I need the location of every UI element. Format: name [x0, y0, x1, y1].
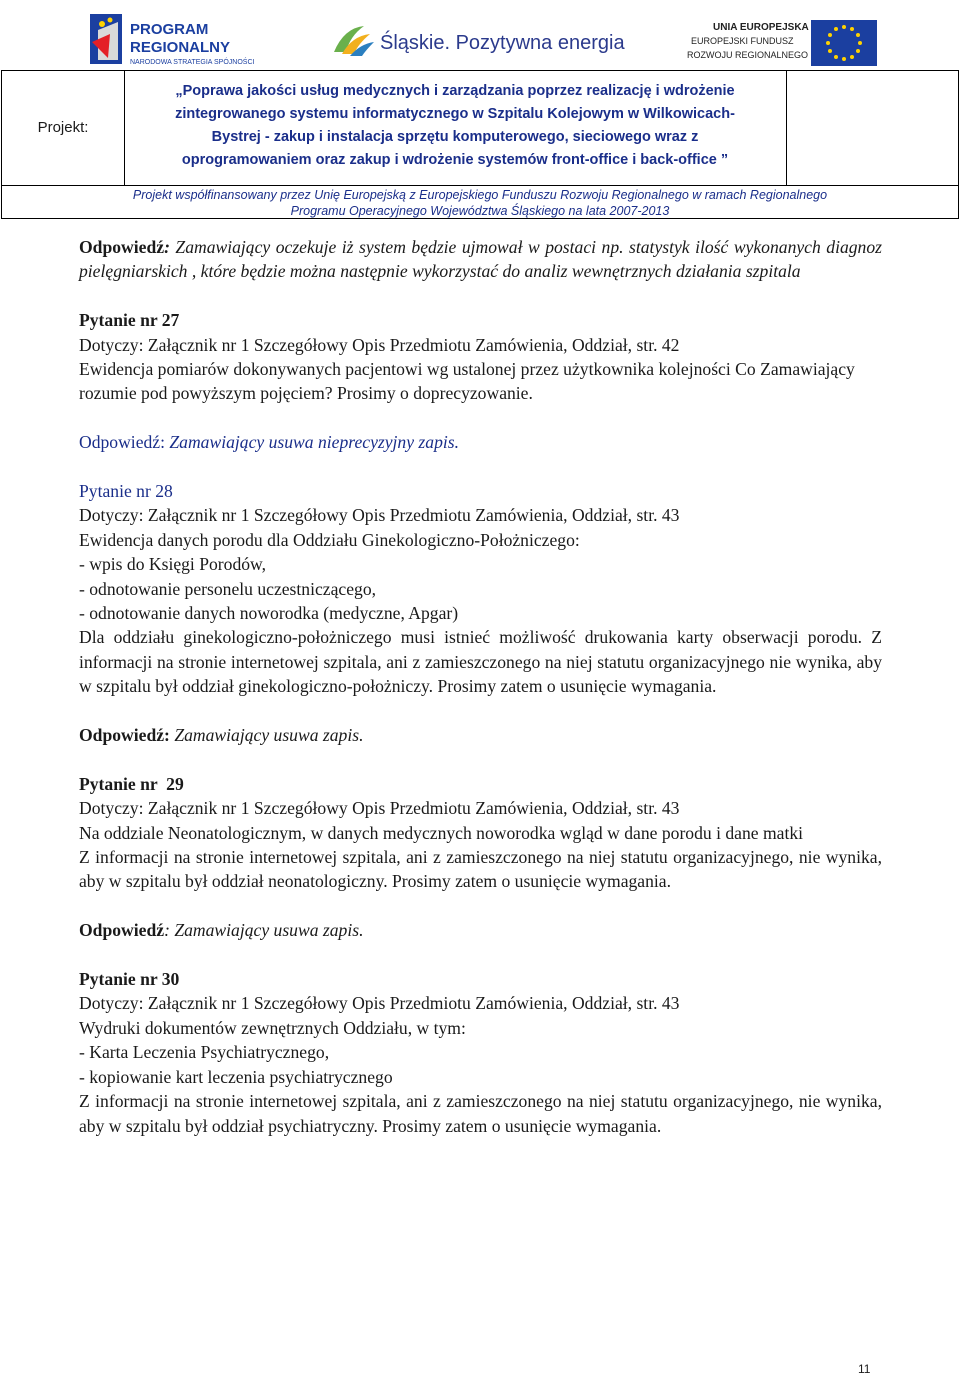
question-27-heading: Pytanie nr 27 [79, 310, 180, 331]
svg-text:EUROPEJSKI FUNDUSZ: EUROPEJSKI FUNDUSZ [691, 36, 794, 46]
question-28-text: Dla oddziału ginekologiczno-położniczego musi istnieć możliwość drukowania karty obserwacji porodu. Z informacji na stronie internetowej szpitala, ani z zamieszczonego na niej statutu organizacyjnego nie wynika, aby w szpitalu był oddział ginekologiczno-położniczy. Prosimy zatem o usunięcie wymagania. [79, 627, 882, 697]
project-title-line: oprogramowaniem oraz zakup i wdrożenie systemów front-office i back-office ” [181, 152, 729, 168]
project-info-table [1, 70, 959, 219]
program-regionalny-logo [88, 12, 288, 68]
answer-27 [79, 430, 882, 454]
answer-label: Odpowiedź: [79, 432, 165, 453]
svg-text:REGIONALNY: REGIONALNY [130, 39, 231, 56]
question-28-line: - odnotowanie personelu uczestniczącego, [79, 578, 377, 599]
question-30-line: - kopiowanie kart leczenia psychiatrycznego [79, 1066, 393, 1087]
answer-label: Odpowiedź [79, 920, 165, 941]
question-28-line: - odnotowanie danych noworodka (medyczne, Apgar) [79, 603, 459, 624]
question-30-text: Z informacji na stronie internetowej szpitala, ani z zamieszczonego na niej statutu organizacyjnego, nie wynika, aby w szpitalu był oddział psychiatryczny. Prosimy zatem o usunięcie wymagania. [79, 1091, 882, 1136]
answer-label: Odpowiedź: [79, 725, 170, 746]
svg-text:UNIA EUROPEJSKA: UNIA EUROPEJSKA [713, 22, 809, 33]
answer-label-colon: : [164, 237, 170, 257]
cofinancing-note [2, 187, 958, 219]
question-27-reference: Dotyczy: Załącznik nr 1 Szczegółowy Opis Przedmiotu Zamówienia, Oddział, str. 42 [79, 334, 680, 355]
project-title-line: zintegrowanego systemu informatycznego w Szpitalu Kolejowym w Wilkowicach- [175, 106, 735, 122]
cofinancing-line: Projekt współfinansowany przez Unię Europejską z Europejskiego Funduszu Rozwoju Regionalnego w ramach Regionalnego [132, 188, 828, 202]
project-title-line: „Poprawa jakości usług medycznych i zarządzania poprzez realizację i wdrożenie [175, 83, 735, 99]
svg-text:PROGRAM: PROGRAM [130, 21, 209, 38]
question-29-text: Na oddziale Neonatologicznym, w danych medycznych noworodka wgląd w dane porodu i dane matki [79, 822, 804, 843]
question-30-heading: Pytanie nr 30 [79, 969, 180, 990]
question-29-reference: Dotyczy: Załącznik nr 1 Szczegółowy Opis Przedmiotu Zamówienia, Oddział, str. 43 [79, 798, 680, 819]
table-divider [2, 185, 958, 186]
answer-text: Zamawiający oczekuje iż system będzie ujmował w postaci np. statystyk ilość wykonanych diagnoz pielęgniarskich , które będzie można następnie wykorzystać do analiz wewnętrznych działania szpitala [79, 237, 882, 282]
question-30-line: - Karta Leczenia Psychiatrycznego, [79, 1042, 330, 1063]
question-27-text: Ewidencja pomiarów dokonywanych pacjentowi wg ustalonej przez użytkownika kolejności Co Zamawiający rozumie pod powyższym pojęciem? Prosimy o doprecyzowanie. [79, 359, 855, 404]
question-28-line: - wpis do Księgi Porodów, [79, 554, 267, 575]
answer-29 [79, 918, 882, 942]
header-logos [0, 8, 960, 70]
question-29-text: Z informacji na stronie internetowej szpitala, ani z zamieszczonego na niej statutu organizacyjnego, nie wynika, aby w szpitalu był oddział neonatologiczny. Prosimy zatem o usunięcie wymagania. [79, 847, 882, 892]
document-body [79, 235, 882, 1138]
project-title [130, 80, 780, 172]
answer-text: Zamawiający usuwa zapis. [169, 920, 364, 941]
project-title-line: Bystrej - zakup i instalacja sprzętu komputerowego, sieciowego wraz z [211, 129, 699, 145]
table-divider [786, 71, 787, 185]
answer-26 [79, 235, 882, 284]
project-label: Projekt: [37, 119, 89, 136]
answer-label: Odpowiedź [79, 237, 165, 257]
question-28-line: Ewidencja danych porodu dla Oddziału Ginekologiczno-Położniczego: [79, 529, 580, 550]
question-28-reference: Dotyczy: Załącznik nr 1 Szczegółowy Opis Przedmiotu Zamówienia, Oddział, str. 43 [79, 505, 680, 526]
cofinancing-line: Programu Operacyjnego Województwa Śląskiego na lata 2007-2013 [290, 204, 670, 218]
eu-logo [683, 14, 883, 70]
answer-28 [79, 723, 882, 747]
svg-text:ROZWOJU REGIONALNEGO: ROZWOJU REGIONALNEGO [687, 50, 809, 60]
page-number: 11 [858, 1362, 871, 1376]
table-divider [124, 71, 125, 185]
answer-text: Zamawiający usuwa nieprecyzyjny zapis. [165, 432, 460, 453]
answer-label-colon: : [164, 920, 170, 941]
question-28-heading: Pytanie nr 28 [79, 481, 173, 502]
svg-text:NARODOWA STRATEGIA SPÓJNOŚCI: NARODOWA STRATEGIA SPÓJNOŚCI [130, 59, 255, 66]
question-29-heading: Pytanie nr 29 [79, 773, 184, 794]
question-30-reference: Dotyczy: Załącznik nr 1 Szczegółowy Opis Przedmiotu Zamówienia, Oddział, str. 43 [79, 993, 680, 1014]
slaskie-logo [330, 22, 660, 62]
svg-text:Śląskie. Pozytywna energia: Śląskie. Pozytywna energia [380, 32, 625, 54]
answer-text: Zamawiający usuwa zapis. [169, 725, 364, 746]
question-30-line: Wydruki dokumentów zewnętrznych Oddziału, w tym: [79, 1017, 466, 1038]
